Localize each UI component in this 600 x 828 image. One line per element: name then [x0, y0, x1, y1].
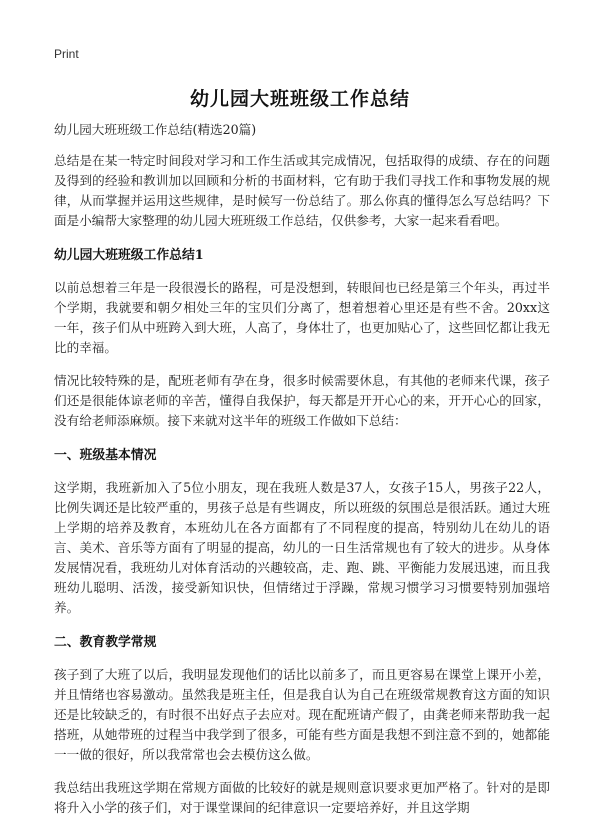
heading-class-basics: 一、班级基本情况	[54, 448, 157, 463]
heading-teaching-routine: 二、教育教学常规	[54, 635, 157, 650]
section-heading: 幼儿园大班班级工作总结1	[54, 248, 204, 263]
print-link[interactable]: Print	[54, 47, 79, 61]
page-title: 幼儿园大班班级工作总结	[189, 88, 410, 110]
paragraph-4: 孩子到了大班了以后，我明显发现他们的话比以前多了，而且更容易在课堂上课开小差，并且情绪也容易激动。虽然我是班主任，但是我自认为自己在班级常规教育这方面的知识还是比较缺乏的，有时很不出好点子去应对。现在配班请产假了，由龚老师来帮助我一起搭班，从她带班的过程当中我学到了很多，可能有些方面是我想不到注意不到的，她都能一一做的很好，所以我常常也会去模仿这么做。	[54, 667, 550, 762]
paragraph-1: 以前总想着三年是一段很漫长的路程，可是没想到，转眼间也已经是第三个年头，再过半个学期，我就要和朝夕相处三年的宝贝们分离了，想着想着心里还是有些不舍。20xx这一年，孩子们从中班跨入到大班，人高了，身体壮了，也更加贴心了，这些回忆都让我无比的幸福。	[54, 280, 550, 355]
document-body	[54, 120, 550, 828]
paragraph-5: 我总结出我班这学期在常规方面做的比较好的就是规则意识要求更加严格了。针对的是即将升入小学的孩子们，对于课堂课间的纪律意识一定要培养好，并且这学期	[54, 780, 550, 815]
paragraph-3: 这学期，我班新加入了5位小朋友，现在我班人数是37人，女孩子15人，男孩子22人，比例失调还是比较严重的，男孩子总是有些调皮，所以班级的氛围总是很活跃。通过大班上学期的培养及教育，本班幼儿在各方面都有了不同程度的提高，特别幼儿在幼儿的语言、美术、音乐等方面有了明显的提高，幼儿的一日生活常规也有了较大的进步。从身体发展情况看，我班幼儿对体育活动的兴趣较高，走、跑、跳、平衡能力发展迅速，而且我班幼儿聪明、活泼，接受新知识快，但情绪过于浮躁，常规习惯学习习惯要特别加强培养。	[54, 480, 550, 615]
paragraph-2: 情况比较特殊的是，配班老师有孕在身，很多时候需要休息，有其他的老师来代课，孩子们还是很能体谅老师的辛苦，懂得自我保护，每天都是开开心心的来，开开心心的回家，没有给老师添麻烦。接下来就对这半年的班级工作做如下总结：	[54, 373, 550, 428]
intro-paragraph: 总结是在某一特定时间段对学习和工作生活或其完成情况，包括取得的成绩、存在的问题及得到的经验和教训加以回顾和分析的书面材料，它有助于我们寻找工作和事物发展的规律，从而掌握并运用这些规律，是时候写一份总结了。那么你真的懂得怎么写总结吗？下面是小编帮大家整理的幼儿园大班班级工作总结，仅供参考，大家一起来看看吧。	[54, 153, 550, 228]
document-subtitle: 幼儿园大班班级工作总结(精选20篇)	[54, 122, 257, 137]
